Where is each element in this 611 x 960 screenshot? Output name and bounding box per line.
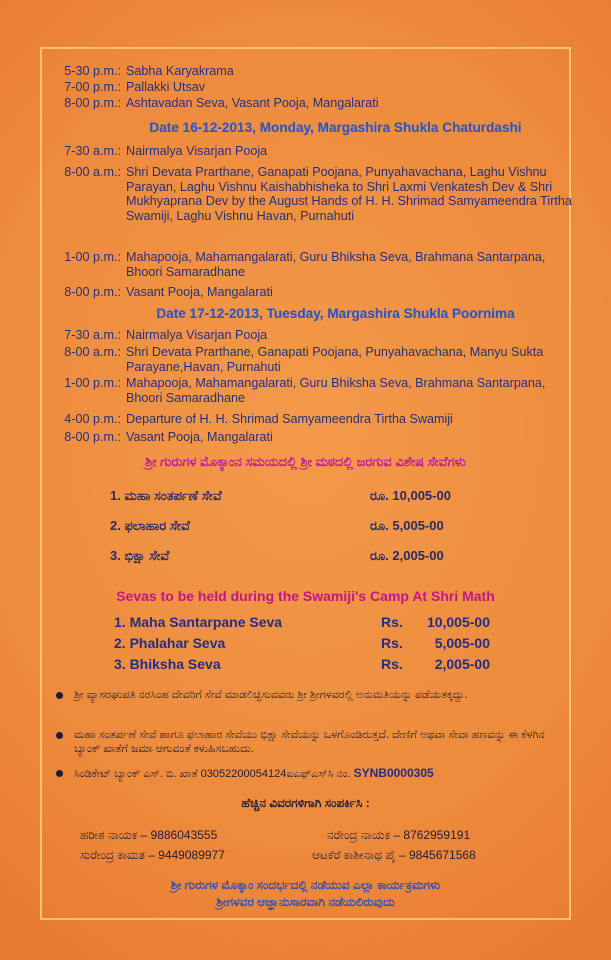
contact-item: ಆಟಕೆರೆ ಕಾಶೀನಾಥ ಪೈ – 9845671568: [312, 848, 476, 862]
contact-name: ಸುರೇಂದ್ರ ಕಾಮತ: [80, 848, 145, 862]
schedule-desc: Ashtavadan Seva, Vasant Pooja, Mangalarati: [126, 96, 379, 110]
contact-item: ನರೇಂದ್ರ ನಾಯಕ – 8762959191: [327, 828, 471, 842]
schedule-time: 8-00 p.m.:: [64, 96, 121, 110]
schedule-time: 7-30 a.m.:: [64, 328, 121, 342]
english-seva-name: 1. Maha Santarpane Seva: [114, 614, 283, 630]
english-seva-currency: Rs.: [381, 635, 403, 651]
contact-name: ನರೇಂದ್ರ ನಾಯಕ: [327, 828, 391, 842]
schedule-desc: Departure of H. H. Shrimad Samyameendra Tirtha Swamiji: [126, 412, 453, 426]
schedule-time: 8-00 a.m.:: [64, 165, 121, 179]
kannada-seva-amount: ರೂ. 2,005-00: [370, 548, 444, 563]
schedule-desc: Pallakki Utsav: [126, 80, 206, 94]
date-heading-16: [58, 120, 611, 135]
english-seva-amount: 10,005-00: [426, 614, 490, 630]
contact-phone: 9886043555: [150, 828, 218, 842]
schedule-time: 1-00 p.m.:: [64, 376, 121, 390]
english-seva-name: 2. Phalahar Seva: [114, 635, 226, 651]
schedule-time: 7-30 a.m.:: [64, 144, 121, 158]
contact-item: ಹರೀಶ ನಾಯಕ – 9886043555: [80, 828, 218, 842]
date-heading-text: Date 17-12-2013, Tuesday, Margashira Shukla Poornima: [156, 306, 515, 321]
account-line: [74, 766, 552, 781]
english-seva-amount: 2,005-00: [434, 656, 490, 672]
kannada-seva-amount: ರೂ. 5,005-00: [370, 518, 444, 533]
schedule-time: 8-00 p.m.:: [64, 285, 121, 299]
contact-item: ಸುರೇಂದ್ರ ಕಾಮತ – 9449089977: [80, 848, 225, 862]
schedule-desc: Vasant Pooja, Mangalarati: [126, 285, 273, 299]
date-heading-17: [58, 306, 611, 321]
account-text: ಸಿಂಡಿಕೇಟ್ ಬ್ಯಾಂಕ್ ಎಸ್. ಬಿ. ಖಾತೆ 03052200054124ಐಎಫ್‌ಎಸ್‌ಸಿ ನಂ.: [74, 768, 351, 780]
english-seva-title: Sevas to be held during the Swamiji's Camp At Shri Math: [116, 588, 495, 604]
schedule-desc: Nairmalya Visarjan Pooja: [126, 328, 268, 342]
english-seva-amount: 5,005-00: [434, 635, 490, 651]
english-seva-currency: Rs.: [381, 656, 403, 672]
schedule-time: 4-00 p.m.:: [64, 412, 121, 426]
note-text: ಮಹಾ ಸಂತರ್ಪಣೆ ಸೇವೆ ಹಾಗೂ ಫಲಾಹಾರ ಸೇವೆಯು ಭಿಕ್ಷಾ ಸೇವೆಯನ್ನು ಒಳಗೊಂಡಿರುತ್ತದೆ. ದೇಣಿಗೆ ಅಥವಾ ಸೇವಾ ಹಣವನ್ನು ಈ ಕೆಳಗಿನ ಬ್ಯಾಂಕ್ ಖಾತೆಗೆ ಜಮಾ ಆಗುವಂತೆ ಕಳುಹಿಸಬಹುದು.: [74, 729, 545, 755]
english-seva-name: 3. Bhiksha Seva: [114, 656, 221, 672]
kannada-seva-amount: ರೂ. 10,005-00: [370, 488, 451, 503]
bullet-icon: [56, 770, 63, 777]
note-text: ಶ್ರೀ ವ್ಯಾಸರಘುಪತಿ ನರಸಿಂಹ ದೇವರಿಗೆ ಸೇವೆ ಮಾಡಲಿಚ್ಛಿಸುವವರು ಶ್ರೀ ಶ್ರೀಗಳವರಲ್ಲಿ ಅನುಮತಿಯನ್ನು ಪಡೆಯತಕ್ಕದ್ದು.: [74, 689, 468, 701]
schedule-desc: Sabha Karyakrama: [126, 64, 234, 78]
account-ifsc: SYNB0000305: [353, 766, 434, 780]
kannada-seva-name: 3. ಭಿಕ್ಷಾ ಸೇವೆ: [110, 548, 170, 563]
contact-title: ಹೆಚ್ಚಿನ ವಿವರಗಳಿಗಾಗಿ ಸಂಪರ್ಕಿಸಿ :: [241, 796, 370, 810]
schedule-desc: Shri Devata Prarthane, Ganapati Poojana, Punyahavachana, Manyu Sukta Parayane,Havan, Purnahuti: [126, 345, 544, 374]
footer-line: ಶ್ರೀ ಗುರುಗಳ ಮೊಕ್ಕಾಂ ಸಂದರ್ಭದಲ್ಲಿ ನಡೆಯುವ ಎಲ್ಲಾ ಕಾರ್ಯಕ್ರಮಗಳು: [170, 878, 441, 892]
bullet-icon: [56, 732, 63, 739]
contact-name: ಆಟಕೆರೆ ಕಾಶೀನಾಥ ಪೈ: [312, 848, 396, 862]
schedule-desc: Mahapooja, Mahamangalarati, Guru Bhiksha Seva, Brahmana Santarpana, Bhoori Samaradhane: [126, 250, 546, 279]
contact-name: ಹರೀಶ ನಾಯಕ: [80, 828, 138, 842]
schedule-desc: Nairmalya Visarjan Pooja: [126, 144, 268, 158]
schedule-desc: Shri Devata Prarthane, Ganapati Poojana, Punyahavachana, Laghu Vishnu Parayan, Laghu Vishnu Kaishabhisheka to Shri Laxmi Venkatesh Dev & Shri Mukhyaprana Dev by the August Hands of H. H. Shrimad Samyameendra Tirtha Swamiji, Laghu Vishnu Havan, Purnahuti: [126, 165, 572, 223]
english-seva-currency: Rs.: [381, 614, 403, 630]
footer-line: ಶ್ರೀಗಳವರ ಆಜ್ಞಾನುಸಾರವಾಗಿ ನಡೆಯಲಿರುವುದು: [216, 895, 395, 909]
date-heading-text: Date 16-12-2013, Monday, Margashira Shukla Chaturdashi: [149, 120, 522, 135]
schedule-time: 8-00 p.m.:: [64, 430, 121, 444]
schedule-desc: Mahapooja, Mahamangalarati, Guru Bhiksha Seva, Brahmana Santarpana, Bhoori Samaradhane: [126, 376, 546, 405]
schedule-time: 7-00 p.m.:: [64, 80, 121, 94]
kannada-seva-name: 2. ಫಲಾಹಾರ ಸೇವೆ: [110, 518, 190, 533]
schedule-desc: Vasant Pooja, Mangalarati: [126, 430, 273, 444]
schedule-time: 5-30 p.m.:: [64, 64, 121, 78]
kannada-seva-name: 1. ಮಹಾ ಸಂತರ್ಪಣೆ ಸೇವೆ: [110, 488, 222, 503]
contact-phone: 8762959191: [403, 828, 471, 842]
contact-phone: 9449089977: [158, 848, 225, 862]
schedule-time: 8-00 a.m.:: [64, 345, 121, 359]
contact-phone: 9845671568: [409, 848, 476, 862]
schedule-time: 1-00 p.m.:: [64, 250, 121, 264]
bullet-icon: [56, 692, 63, 699]
kannada-seva-title: ಶ್ರೀ ಗುರುಗಳ ಮೊಕ್ಕಾಂನ ಸಮಯದಲ್ಲಿ ಶ್ರೀ ಮಠದಲ್ಲಿ ಜರಗುವ ವಿಶೇಷ ಸೇವೆಗಳು: [145, 454, 466, 469]
